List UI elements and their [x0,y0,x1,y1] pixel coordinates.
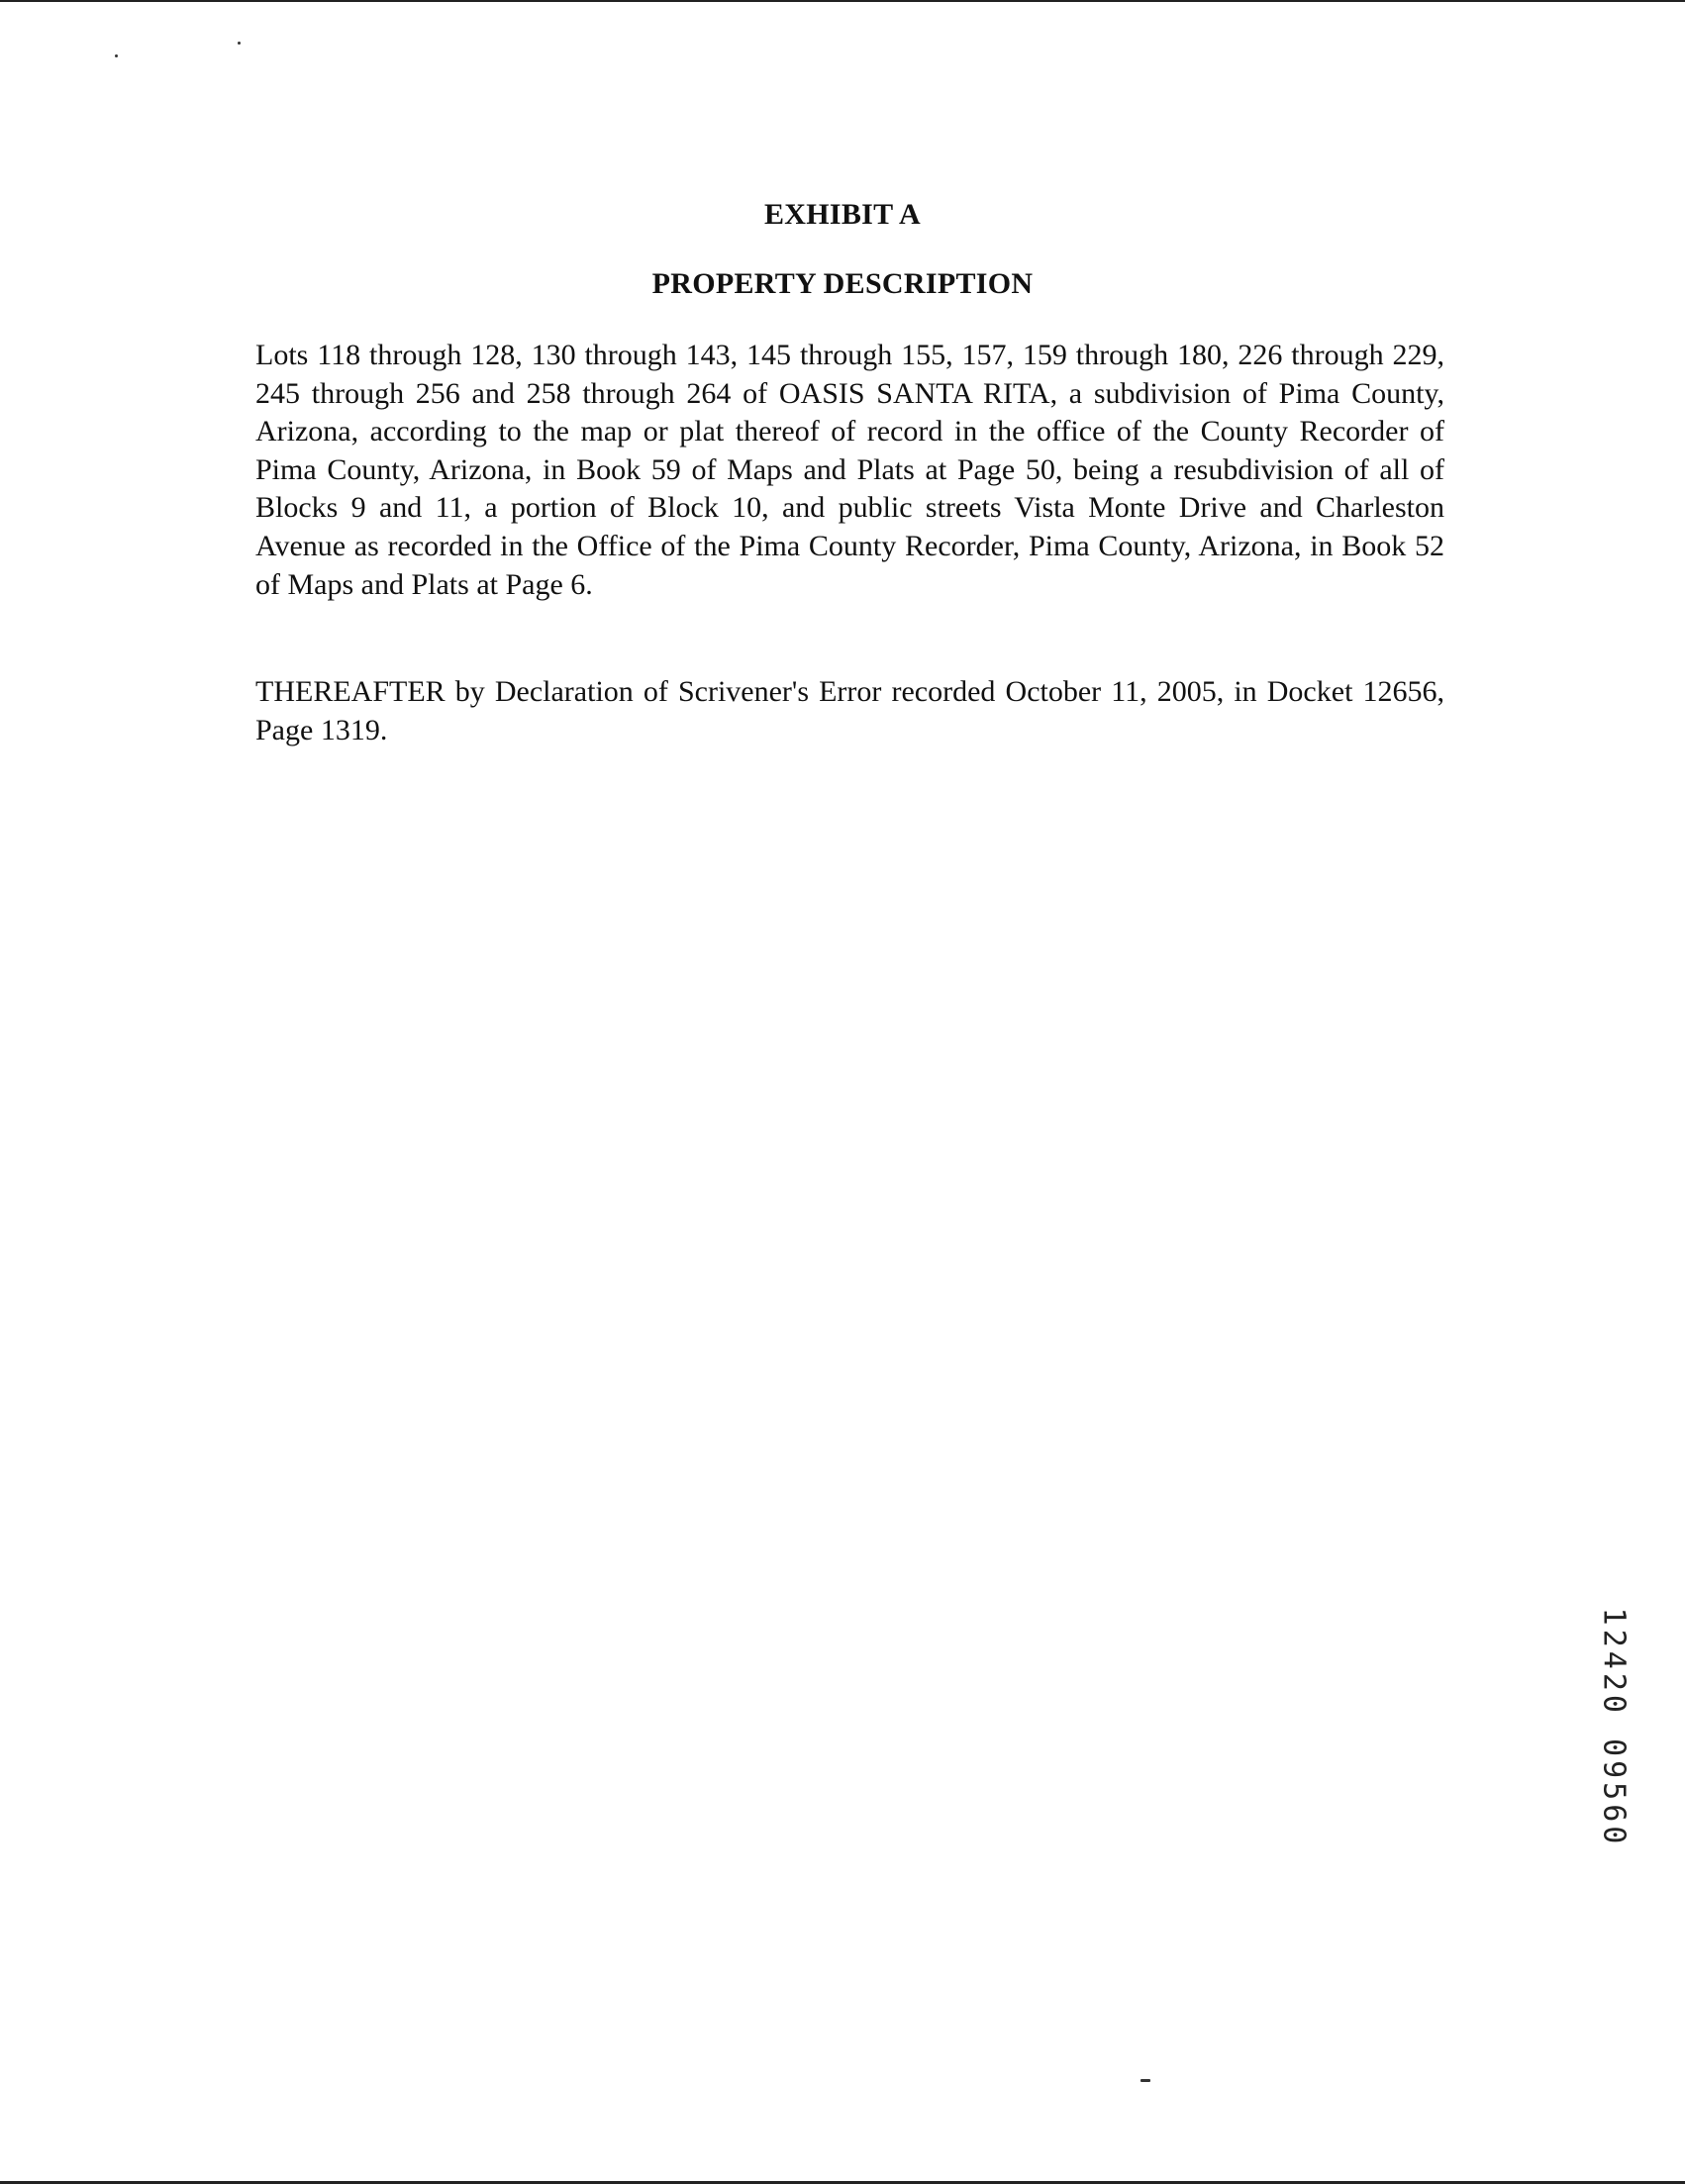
scan-speck [115,54,118,57]
property-description-heading: PROPERTY DESCRIPTION [651,267,1034,300]
exhibit-heading: EXHIBIT A [763,198,922,231]
scan-speck [238,42,241,45]
legal-description-paragraph: Lots 118 through 128, 130 through 143, 145 through 155, 157, 159 through 180, 226 through 229, 245 through 256 and 258 through 264 of OASIS SANTA RITA, a subdivision of Pima County, Arizona, according to the map or plat thereof of record in the office of the County Recorder of Pima County, Arizona, in Book 59 of Maps and Plats at Page 50, being a resubdivision of all of Blocks 9 and 11, a portion of Block 10, and public streets Vista Monte Drive and Charleston Avenue as recorded in the Office of the Pima County Recorder, Pima County, Arizona, in Book 52 of Maps and Plats at Page 6. [255,339,1444,601]
scan-speck [1140,2079,1150,2082]
scrivener-error-paragraph: THEREAFTER by Declaration of Scrivener's Error recorded October 11, 2005, in Docket 12656, Page 1319. [255,675,1444,746]
recording-stamp-number: 12420 09560 [1596,1607,1632,1848]
scan-top-border [0,0,1685,2]
recording-stamp [1584,1594,1643,1861]
